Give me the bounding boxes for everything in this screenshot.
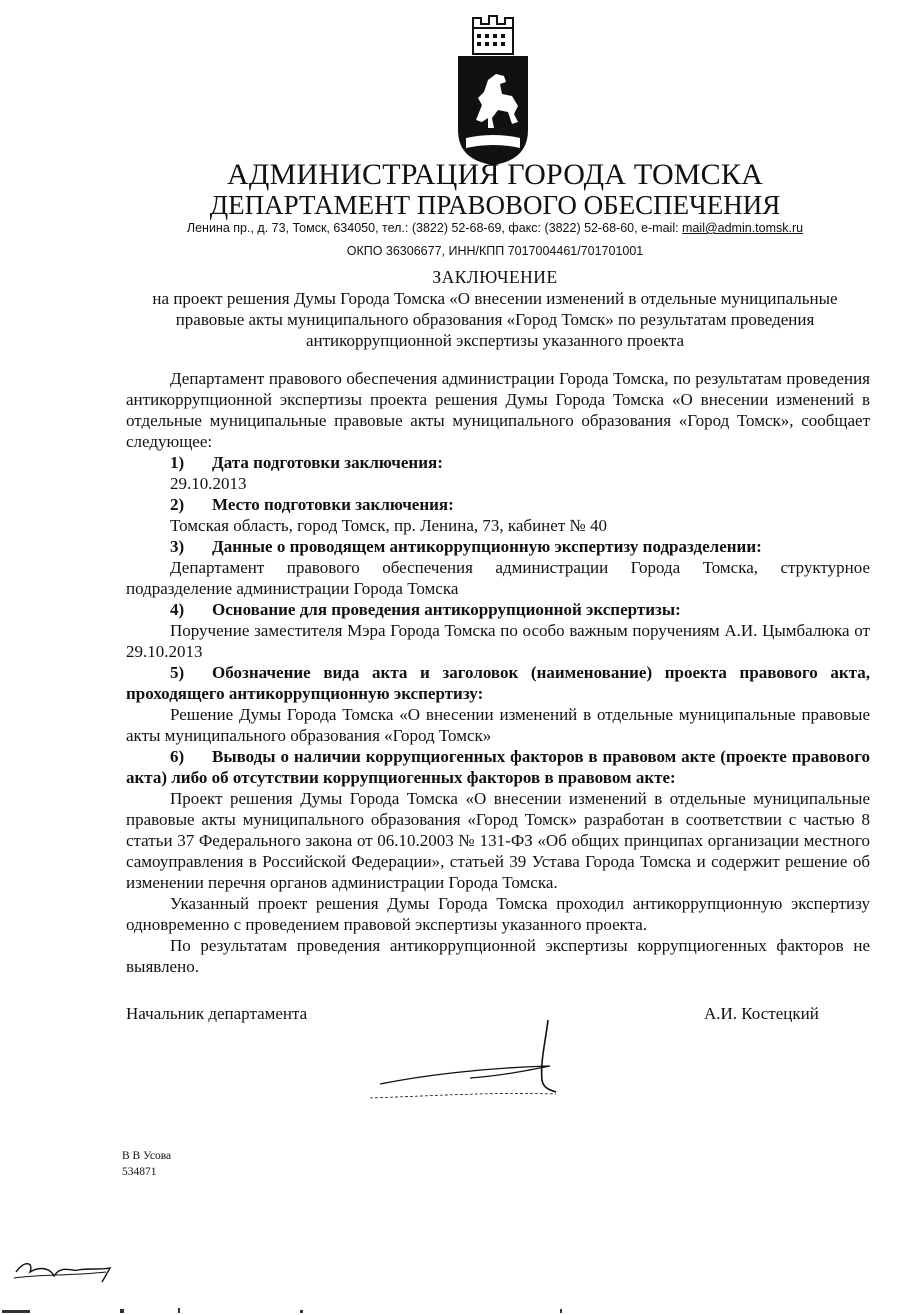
item-text-1: 29.10.2013 — [170, 474, 247, 493]
title-line-1: на проект решения Думы Города Томска «О внесении изменений в отдельные муниципальные — [152, 289, 838, 308]
paragraph-simultaneous-review: Указанный проект решения Думы Города Томска проходил антикоррупционную экспертизу одновременно с проведением правовой экспертизы указанного проекта. — [126, 894, 870, 934]
contact-line — [0, 221, 900, 235]
item-heading-5: 5) Обозначение вида акта и заголовок (наименование) проекта правового акта, проходящего антикоррупционную экспертизу: — [126, 663, 870, 703]
title-line-3: антикоррупционной экспертизы указанного проекта — [305, 331, 685, 350]
executor-info — [122, 1148, 171, 1180]
item-text-3: Департамент правового обеспечения администрации Города Томска, структурное подразделение администрации Города Томска — [126, 558, 870, 598]
margin-scribble-icon — [10, 1250, 120, 1290]
item-heading-4: 4) Основание для проведения антикоррупционной экспертизы: — [170, 600, 681, 619]
organization-title: АДМИНИСТРАЦИЯ ГОРОДА ТОМСКА — [227, 158, 763, 191]
executor-phone: 534871 — [122, 1166, 157, 1178]
conclusion-heading: ЗАКЛЮЧЕНИЕ — [432, 267, 558, 287]
item-text-5: Решение Думы Города Томска «О внесении изменений в отдельные муниципальные правовые акты муниципального образования «Город Томск» — [126, 705, 870, 745]
tomsk-coat-of-arms-icon — [448, 10, 538, 170]
email-link[interactable]: mail@admin.tomsk.ru — [682, 221, 804, 235]
department-title: ДЕПАРТАМЕНТ ПРАВОВОГО ОБЕСПЕЧЕНИЯ — [209, 190, 781, 220]
item-heading-6: 6) Выводы о наличии коррупциогенных факторов в правовом акте (проекте правового акта) либо об отсутствии коррупциогенных факторов в правовом акте: — [126, 747, 870, 787]
title-line-2: правовые акты муниципального образования «Город Томск» по результатам проведения — [175, 310, 815, 329]
item-heading-1: 1) Дата подготовки заключения: — [170, 453, 443, 472]
item-text-6: Проект решения Думы Города Томска «О внесении изменений в отдельные муниципальные правовые акты муниципального образования «Город Томск» разработан в соответствии с частью 8 статьи 37 Федерального закона от 06.10.2003 № 131-ФЗ «Об общих принципах организации местного самоуправления в Российской Федерации», статьей 39 Устава Города Томска и содержит решение об изменении перечня органов администрации Города Томска. — [126, 789, 870, 892]
scan-edge-artifacts — [0, 1300, 900, 1315]
item-heading-3: 3) Данные о проводящем антикоррупционную экспертизу подразделении: — [170, 537, 762, 556]
conclusion-title — [120, 267, 870, 351]
signatory-position: Начальник департамента — [126, 1004, 308, 1023]
handwritten-signature-icon — [360, 1018, 580, 1118]
item-text-4: Поручение заместителя Мэра Города Томска по особо важным поручениям А.И. Цымбалюка от 29.10.2013 — [126, 621, 870, 661]
okpo-line: ОКПО 36306677, ИНН/КПП 7017004461/701701001 — [346, 244, 644, 258]
executor-name: В В Усова — [122, 1150, 172, 1162]
item-heading-2: 2) Место подготовки заключения: — [170, 495, 454, 514]
conclusion-body — [126, 368, 870, 977]
intro-paragraph: Департамент правового обеспечения администрации Города Томска, по результатам проведения антикоррупционной экспертизы проекта решения Думы Города Томска «О внесении изменений в отдельные муниципальные правовые акты муниципального образования «Город Томск», сообщает следующее: — [126, 369, 870, 451]
paragraph-result: По результатам проведения антикоррупционной экспертизы коррупциогенных факторов не выявлено. — [126, 936, 870, 976]
signatory-name: А.И. Костецкий — [704, 1004, 819, 1023]
address-text: Ленина пр., д. 73, Томск, 634050, тел.: (3822) 52-68-69, факс: (3822) 52-68-60, e-mail: — [186, 221, 683, 235]
item-text-2: Томская область, город Томск, пр. Ленина, 73, кабинет № 40 — [170, 516, 607, 535]
